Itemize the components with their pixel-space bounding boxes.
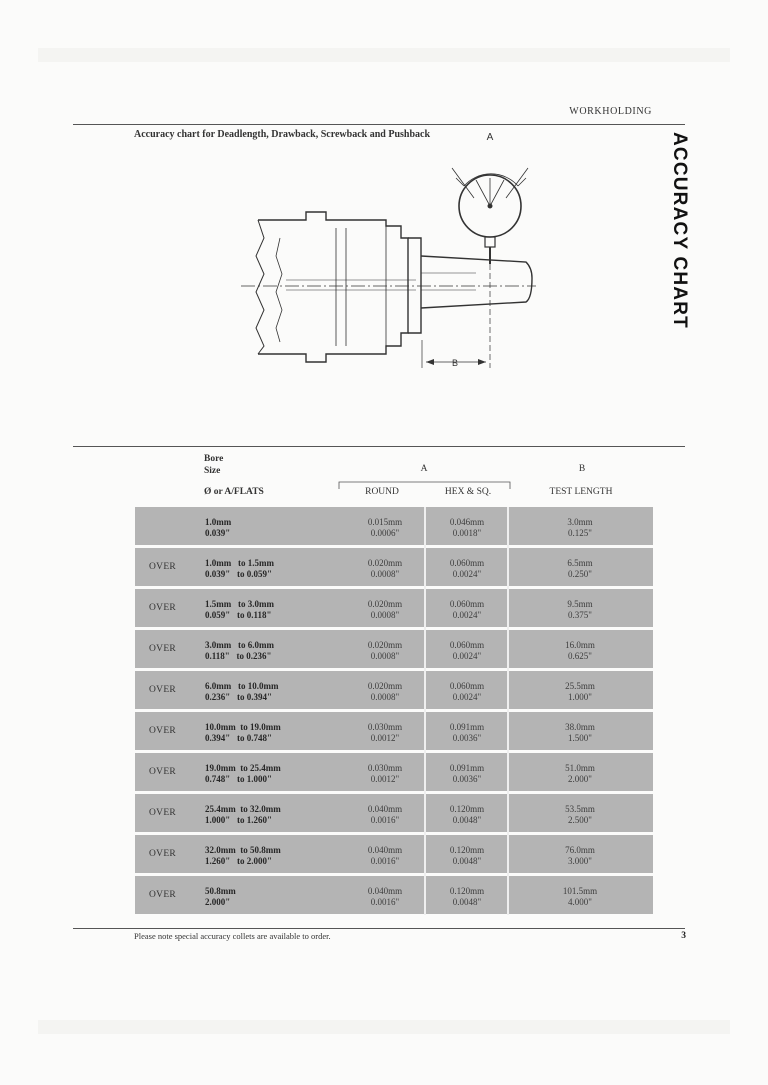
round-in: 0.0016": [370, 897, 400, 907]
round-mm: 0.040mm: [367, 845, 403, 855]
hex-cell: [427, 886, 507, 908]
hex-mm: 0.060mm: [449, 681, 485, 691]
test-mm: 38.0mm: [565, 722, 595, 732]
column-round-header: ROUND: [365, 487, 399, 497]
round-in: 0.0016": [370, 815, 400, 825]
section-divider: [73, 446, 685, 447]
round-cell: [345, 845, 425, 867]
table-row: [135, 876, 653, 914]
row-prefix: OVER: [149, 603, 177, 613]
chart-heading: Accuracy chart for Deadlength, Drawback, Screwback and Pushback: [134, 129, 431, 140]
page-number: 3: [681, 931, 686, 941]
hex-cell: [427, 804, 507, 826]
collet-body: [256, 212, 532, 362]
round-mm: 0.020mm: [367, 599, 403, 609]
bore-cell: [205, 640, 274, 662]
test-length-cell: [525, 558, 635, 580]
test-mm: 6.5mm: [567, 558, 593, 568]
row-prefix: OVER: [149, 890, 177, 900]
hex-in: 0.0048": [452, 897, 482, 907]
accuracy-table: [135, 507, 653, 915]
test-length-cell: [525, 681, 635, 703]
test-in: 0.375": [568, 610, 592, 620]
bore-in: 0.059" to 0.118": [205, 610, 272, 620]
test-length-cell: [525, 763, 635, 785]
test-length-cell: [525, 599, 635, 621]
bore-mm: 50.8mm: [205, 886, 236, 896]
test-in: 2.500": [568, 815, 592, 825]
bore-in: 1.260" to 2.000": [205, 856, 272, 866]
hex-cell: [427, 517, 507, 539]
round-in: 0.0008": [370, 610, 400, 620]
table-row: [135, 794, 653, 832]
round-in: 0.0006": [370, 528, 400, 538]
hex-in: 0.0024": [452, 569, 482, 579]
table-row: [135, 671, 653, 709]
round-cell: [345, 599, 425, 621]
row-prefix: OVER: [149, 644, 177, 654]
bore-label-line1: Bore: [204, 454, 224, 464]
test-mm: 76.0mm: [565, 845, 595, 855]
table-row: [135, 548, 653, 586]
round-cell: [345, 763, 425, 785]
test-mm: 3.0mm: [567, 517, 593, 527]
round-mm: 0.030mm: [367, 722, 403, 732]
test-in: 2.000": [568, 774, 592, 784]
round-mm: 0.030mm: [367, 763, 403, 773]
row-prefix: OVER: [149, 685, 177, 695]
bore-mm: 25.4mm to 32.0mm: [205, 804, 281, 814]
round-cell: [345, 640, 425, 662]
hex-cell: [427, 640, 507, 662]
table-row: [135, 835, 653, 873]
column-bore-header: Ø or A/FLATS: [204, 487, 264, 497]
hex-mm: 0.120mm: [449, 804, 485, 814]
column-separator: [424, 507, 426, 915]
bore-cell: [205, 681, 279, 703]
row-prefix: OVER: [149, 808, 177, 818]
round-mm: 0.020mm: [367, 558, 403, 568]
bore-mm: 1.5mm to 3.0mm: [205, 599, 274, 609]
bore-mm: 3.0mm to 6.0mm: [205, 640, 274, 650]
hex-in: 0.0048": [452, 856, 482, 866]
group-a-header: A: [420, 464, 428, 474]
test-length-cell: [525, 640, 635, 662]
bore-cell: [205, 845, 281, 867]
test-in: 3.000": [568, 856, 592, 866]
hex-mm: 0.060mm: [449, 599, 485, 609]
test-mm: 53.5mm: [565, 804, 595, 814]
table-row: [135, 712, 653, 750]
row-prefix: OVER: [149, 767, 177, 777]
bore-in: 1.000" to 1.260": [205, 815, 272, 825]
test-in: 4.000": [568, 897, 592, 907]
footer-note: Please note special accuracy collets are available to order.: [134, 931, 331, 941]
hex-cell: [427, 599, 507, 621]
bore-cell: [205, 722, 281, 744]
hex-in: 0.0036": [452, 774, 482, 784]
round-in: 0.0012": [370, 733, 400, 743]
table-row: [135, 753, 653, 791]
bore-in: 2.000": [205, 897, 231, 907]
test-mm: 9.5mm: [567, 599, 593, 609]
hex-mm: 0.060mm: [449, 558, 485, 568]
bore-size-label: [204, 453, 264, 477]
hex-cell: [427, 763, 507, 785]
table-row: [135, 507, 653, 545]
dial-indicator: [422, 168, 528, 368]
dimension-b-label: B: [451, 358, 459, 368]
column-separator: [507, 507, 509, 915]
table-row: [135, 589, 653, 627]
test-in: 1.500": [568, 733, 592, 743]
round-in: 0.0012": [370, 774, 400, 784]
bore-cell: [205, 517, 231, 539]
hex-in: 0.0024": [452, 692, 482, 702]
round-cell: [345, 681, 425, 703]
hex-mm: 0.091mm: [449, 763, 485, 773]
hex-in: 0.0048": [452, 815, 482, 825]
bore-in: 0.748" to 1.000": [205, 774, 272, 784]
test-length-cell: [525, 517, 635, 539]
footer-rule: [73, 928, 685, 929]
row-prefix: OVER: [149, 726, 177, 736]
test-in: 1.000": [568, 692, 592, 702]
round-mm: 0.015mm: [367, 517, 403, 527]
round-mm: 0.020mm: [367, 681, 403, 691]
round-cell: [345, 722, 425, 744]
round-mm: 0.020mm: [367, 640, 403, 650]
bore-in: 0.394" to 0.748": [205, 733, 272, 743]
bore-cell: [205, 763, 281, 785]
column-test-length-header: TEST LENGTH: [549, 487, 613, 497]
test-mm: 101.5mm: [562, 886, 598, 896]
hex-cell: [427, 558, 507, 580]
scan-band-bottom: [38, 1020, 730, 1034]
round-mm: 0.040mm: [367, 804, 403, 814]
test-length-cell: [525, 722, 635, 744]
table-row: [135, 630, 653, 668]
round-in: 0.0008": [370, 569, 400, 579]
hex-mm: 0.046mm: [449, 517, 485, 527]
bore-in: 0.039": [205, 528, 231, 538]
bore-mm: 1.0mm: [205, 517, 232, 527]
hex-mm: 0.120mm: [449, 886, 485, 896]
round-in: 0.0008": [370, 692, 400, 702]
bore-in: 0.039" to 0.059": [205, 569, 272, 579]
section-title: WORKHOLDING: [569, 106, 652, 117]
dimension-a-label: A: [486, 132, 494, 143]
hex-mm: 0.060mm: [449, 640, 485, 650]
test-mm: 51.0mm: [565, 763, 595, 773]
bore-mm: 6.0mm to 10.0mm: [205, 681, 279, 691]
test-length-cell: [525, 845, 635, 867]
test-mm: 25.5mm: [565, 681, 595, 691]
hex-in: 0.0036": [452, 733, 482, 743]
bore-in: 0.236" to 0.394": [205, 692, 272, 702]
column-hex-header: HEX & SQ.: [444, 487, 492, 497]
bore-mm: 32.0mm to 50.8mm: [205, 845, 281, 855]
row-prefix: OVER: [149, 562, 177, 572]
bore-mm: 19.0mm to 25.4mm: [205, 763, 281, 773]
bore-mm: 1.0mm to 1.5mm: [205, 558, 274, 568]
header-rule: [73, 124, 685, 125]
side-title: ACCURACY CHART: [669, 132, 690, 329]
hex-in: 0.0024": [452, 651, 482, 661]
hex-in: 0.0018": [452, 528, 482, 538]
hex-cell: [427, 722, 507, 744]
test-length-cell: [525, 804, 635, 826]
round-cell: [345, 558, 425, 580]
test-in: 0.625": [568, 651, 592, 661]
round-cell: [345, 517, 425, 539]
bore-cell: [205, 599, 274, 621]
group-b-header: B: [578, 464, 586, 474]
test-in: 0.250": [568, 569, 592, 579]
bore-label-line2: Size: [204, 466, 221, 476]
test-length-cell: [525, 886, 635, 908]
bore-mm: 10.0mm to 19.0mm: [205, 722, 281, 732]
test-mm: 16.0mm: [565, 640, 595, 650]
hex-cell: [427, 681, 507, 703]
bore-cell: [205, 558, 274, 580]
bore-cell: [205, 804, 281, 826]
round-in: 0.0016": [370, 856, 400, 866]
round-mm: 0.040mm: [367, 886, 403, 896]
row-prefix: OVER: [149, 849, 177, 859]
bore-cell: [205, 886, 236, 908]
scan-band-top: [38, 48, 730, 62]
round-in: 0.0008": [370, 651, 400, 661]
hex-mm: 0.120mm: [449, 845, 485, 855]
hex-cell: [427, 845, 507, 867]
bore-in: 0.118" to 0.236": [205, 651, 272, 661]
test-in: 0.125": [568, 528, 592, 538]
collet-diagram: [236, 128, 546, 378]
round-cell: [345, 886, 425, 908]
hex-in: 0.0024": [452, 610, 482, 620]
round-cell: [345, 804, 425, 826]
hex-mm: 0.091mm: [449, 722, 485, 732]
